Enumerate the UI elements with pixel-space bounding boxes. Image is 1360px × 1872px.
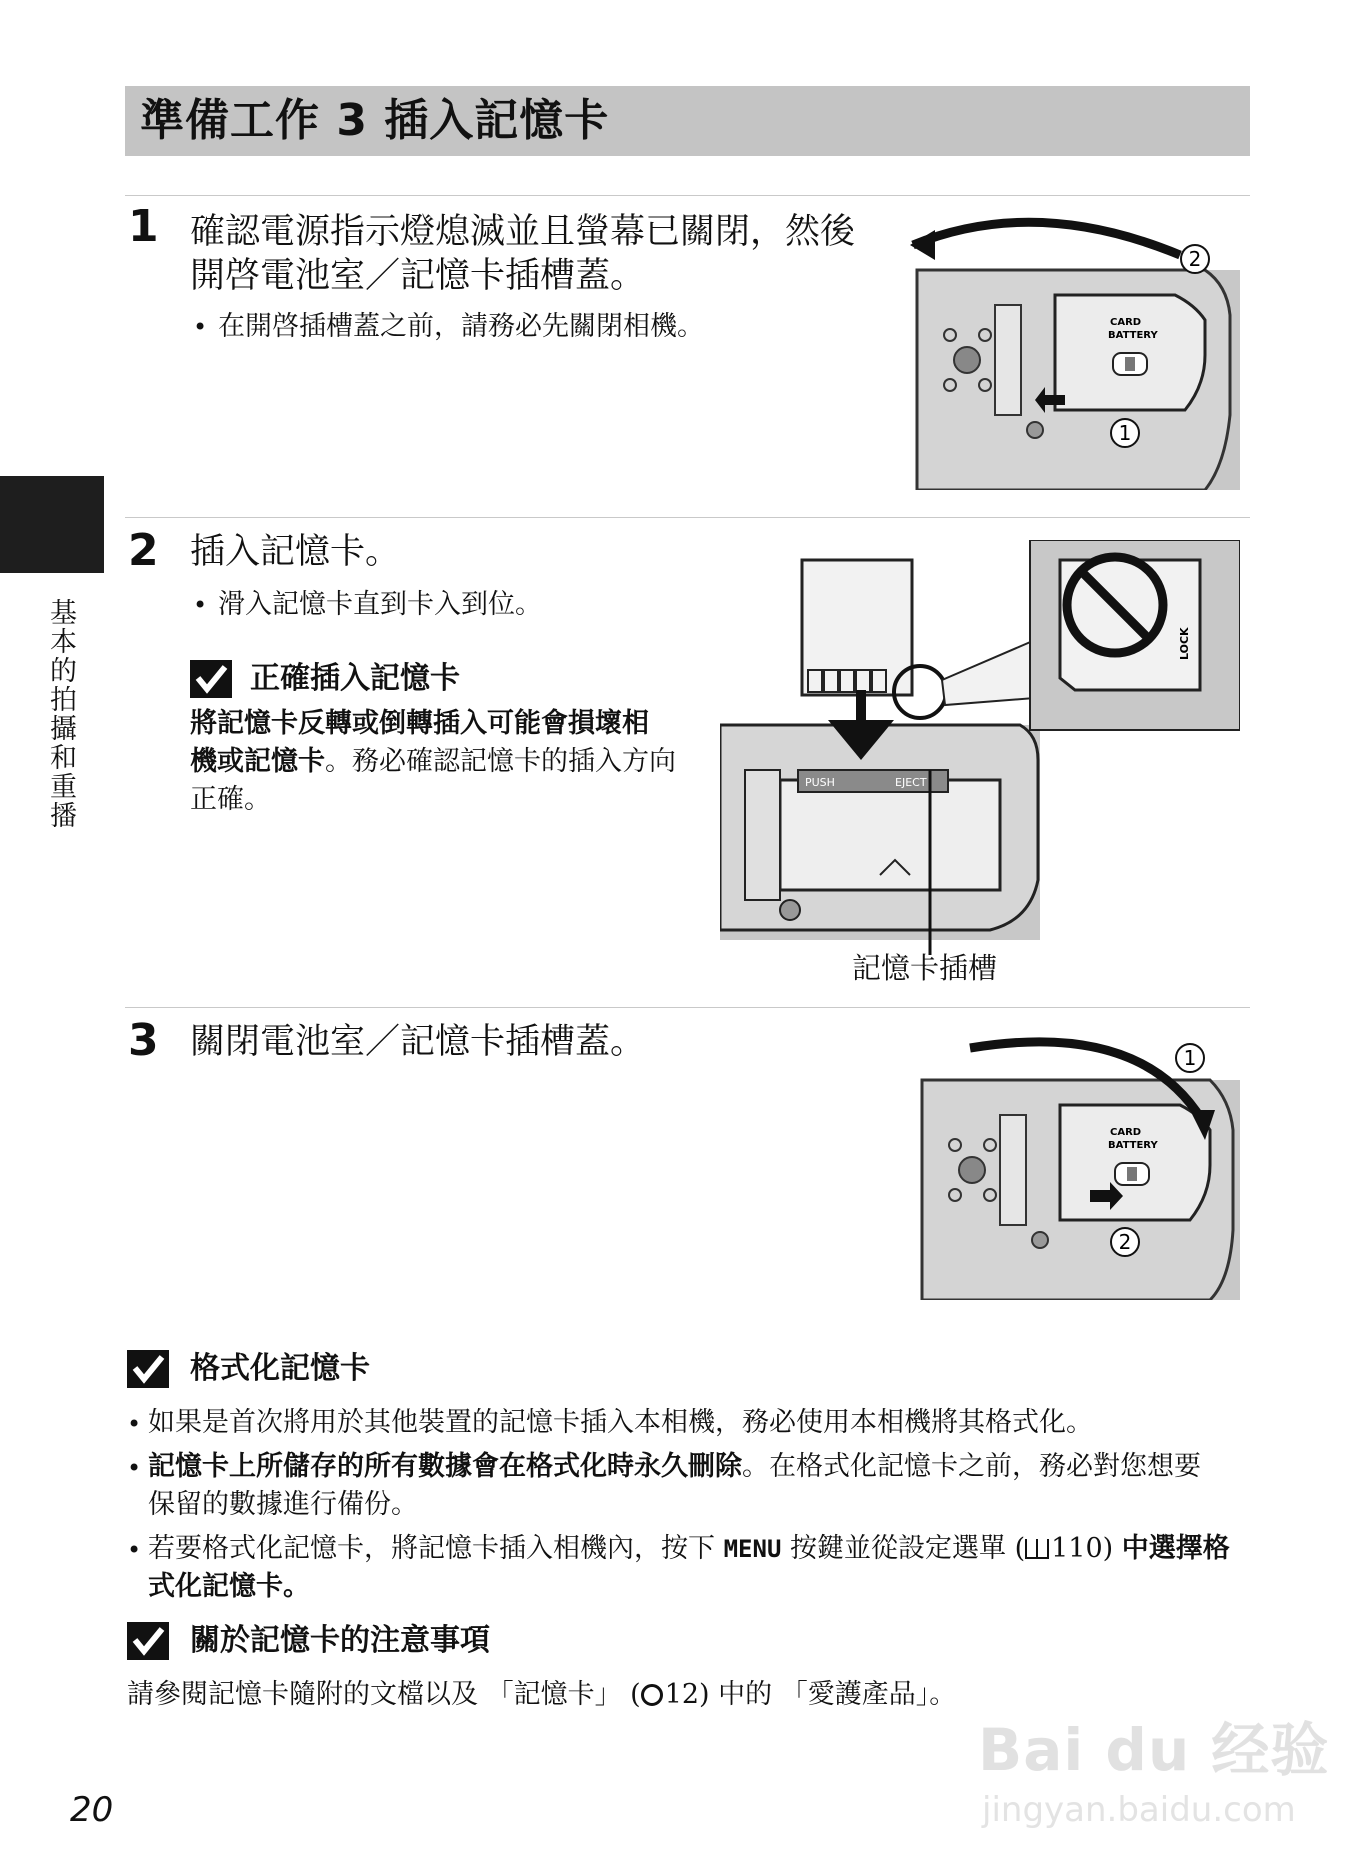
watermark-logo: Bai du 经验 <box>978 1716 1330 1784</box>
menu-button-label: MENU <box>723 1535 782 1563</box>
inline-note-line2-bold: 機或記憶卡 <box>190 746 325 777</box>
circle-1-label: 1 <box>1183 1046 1197 1070</box>
format-bullet-1: 如果是首次將用於其他裝置的記憶卡插入本相機，務必使用本相機將其格式化。 <box>148 1407 1093 1438</box>
step-1-number: 1 <box>128 201 159 252</box>
circle-2-label: 2 <box>1118 1230 1132 1254</box>
inline-note-title: 正確插入記憶卡 <box>250 661 460 696</box>
caution-note-post: 中的 「愛護產品」。 <box>709 1679 957 1710</box>
inline-note-line2 <box>190 743 676 781</box>
inline-note-line1: 將記憶卡反轉或倒轉插入可能會損壞相 <box>190 708 649 739</box>
caution-note-title: 關於記憶卡的注意事項 <box>190 1623 490 1658</box>
battery-label: BATTERY <box>1108 330 1158 341</box>
step-3-number: 3 <box>128 1015 159 1066</box>
lock-label: LOCK <box>1178 627 1191 660</box>
format-note-title: 格式化記憶卡 <box>190 1351 370 1386</box>
card-label: CARD <box>1110 1127 1142 1138</box>
step-1-text-line1: 確認電源指示燈熄滅並且螢幕已關閉，然後 <box>190 212 856 252</box>
tips-icon <box>641 1684 663 1706</box>
circle-1-label: 1 <box>1118 421 1132 445</box>
bullet-dot: • <box>127 1454 142 1482</box>
bullet-dot: • <box>193 591 208 619</box>
push-label: PUSH <box>805 776 835 789</box>
step-1-bullet: 在開啓插槽蓋之前，請務必先關閉相機。 <box>218 311 704 342</box>
format-bullet-2-line2: 保留的數據進行備份。 <box>148 1489 418 1520</box>
format-bullet-3-line2: 式化記憶卡。 <box>148 1571 310 1602</box>
eject-label: EJECT <box>895 776 927 789</box>
step-3-text: 關閉電池室／記憶卡插槽蓋。 <box>190 1022 646 1062</box>
page-number: 20 <box>70 1790 114 1830</box>
format-bullet-3-pre: 若要格式化記憶卡，將記憶卡插入相機內，按下 <box>148 1533 715 1564</box>
format-bullet-3-page: 110) <box>1051 1533 1114 1564</box>
format-bullet-3 <box>148 1530 1230 1568</box>
step-2-text: 插入記憶卡。 <box>190 532 401 572</box>
caution-icon <box>190 660 232 698</box>
card-label: CARD <box>1110 317 1142 328</box>
camera-open-cover-illustration <box>905 215 1240 490</box>
divider <box>125 195 1250 196</box>
caution-icon <box>127 1350 169 1388</box>
format-bullet-3-bold: 中選擇格 <box>1121 1533 1230 1564</box>
camera-close-cover-illustration <box>910 1030 1240 1300</box>
bullet-dot: • <box>193 313 208 341</box>
section-tab-label: 基本的拍攝和重播 <box>45 598 76 830</box>
circle-2-label: 2 <box>1188 247 1202 271</box>
step-1-text-line2: 開啓電池室／記憶卡插槽蓋。 <box>190 256 646 296</box>
page-title: 準備工作 3 插入記憶卡 <box>140 95 610 146</box>
divider <box>125 517 1250 518</box>
bullet-dot: • <box>127 1410 142 1438</box>
step-2-number: 2 <box>128 525 159 576</box>
book-icon <box>1025 1539 1049 1559</box>
format-bullet-2 <box>148 1448 1201 1486</box>
card-insertion-illustration <box>720 540 1240 990</box>
format-bullet-2-bold: 記憶卡上所儲存的所有數據會在格式化時永久刪除 <box>148 1451 742 1482</box>
caution-note-body <box>127 1676 956 1714</box>
watermark-url: jingyan.baidu.com <box>982 1790 1296 1830</box>
divider <box>125 1007 1250 1008</box>
caution-note-page: 12) <box>664 1679 710 1710</box>
section-tab <box>0 476 104 573</box>
bullet-dot: • <box>127 1536 142 1564</box>
inline-note-line2-rest: 。務必確認記憶卡的插入方向 <box>325 746 676 777</box>
slot-caption: 記憶卡插槽 <box>852 951 998 985</box>
battery-label: BATTERY <box>1108 1140 1158 1151</box>
caution-note-pre: 請參閱記憶卡隨附的文檔以及 「記憶卡」 ( <box>127 1679 641 1710</box>
format-bullet-2-rest: 。在格式化記憶卡之前，務必對您想要 <box>742 1451 1201 1482</box>
step-2-bullet: 滑入記憶卡直到卡入到位。 <box>218 589 542 620</box>
caution-icon <box>127 1622 169 1660</box>
format-bullet-3-mid: 按鍵並從設定選單 ( <box>789 1533 1026 1564</box>
inline-note-line3: 正確。 <box>190 784 271 815</box>
